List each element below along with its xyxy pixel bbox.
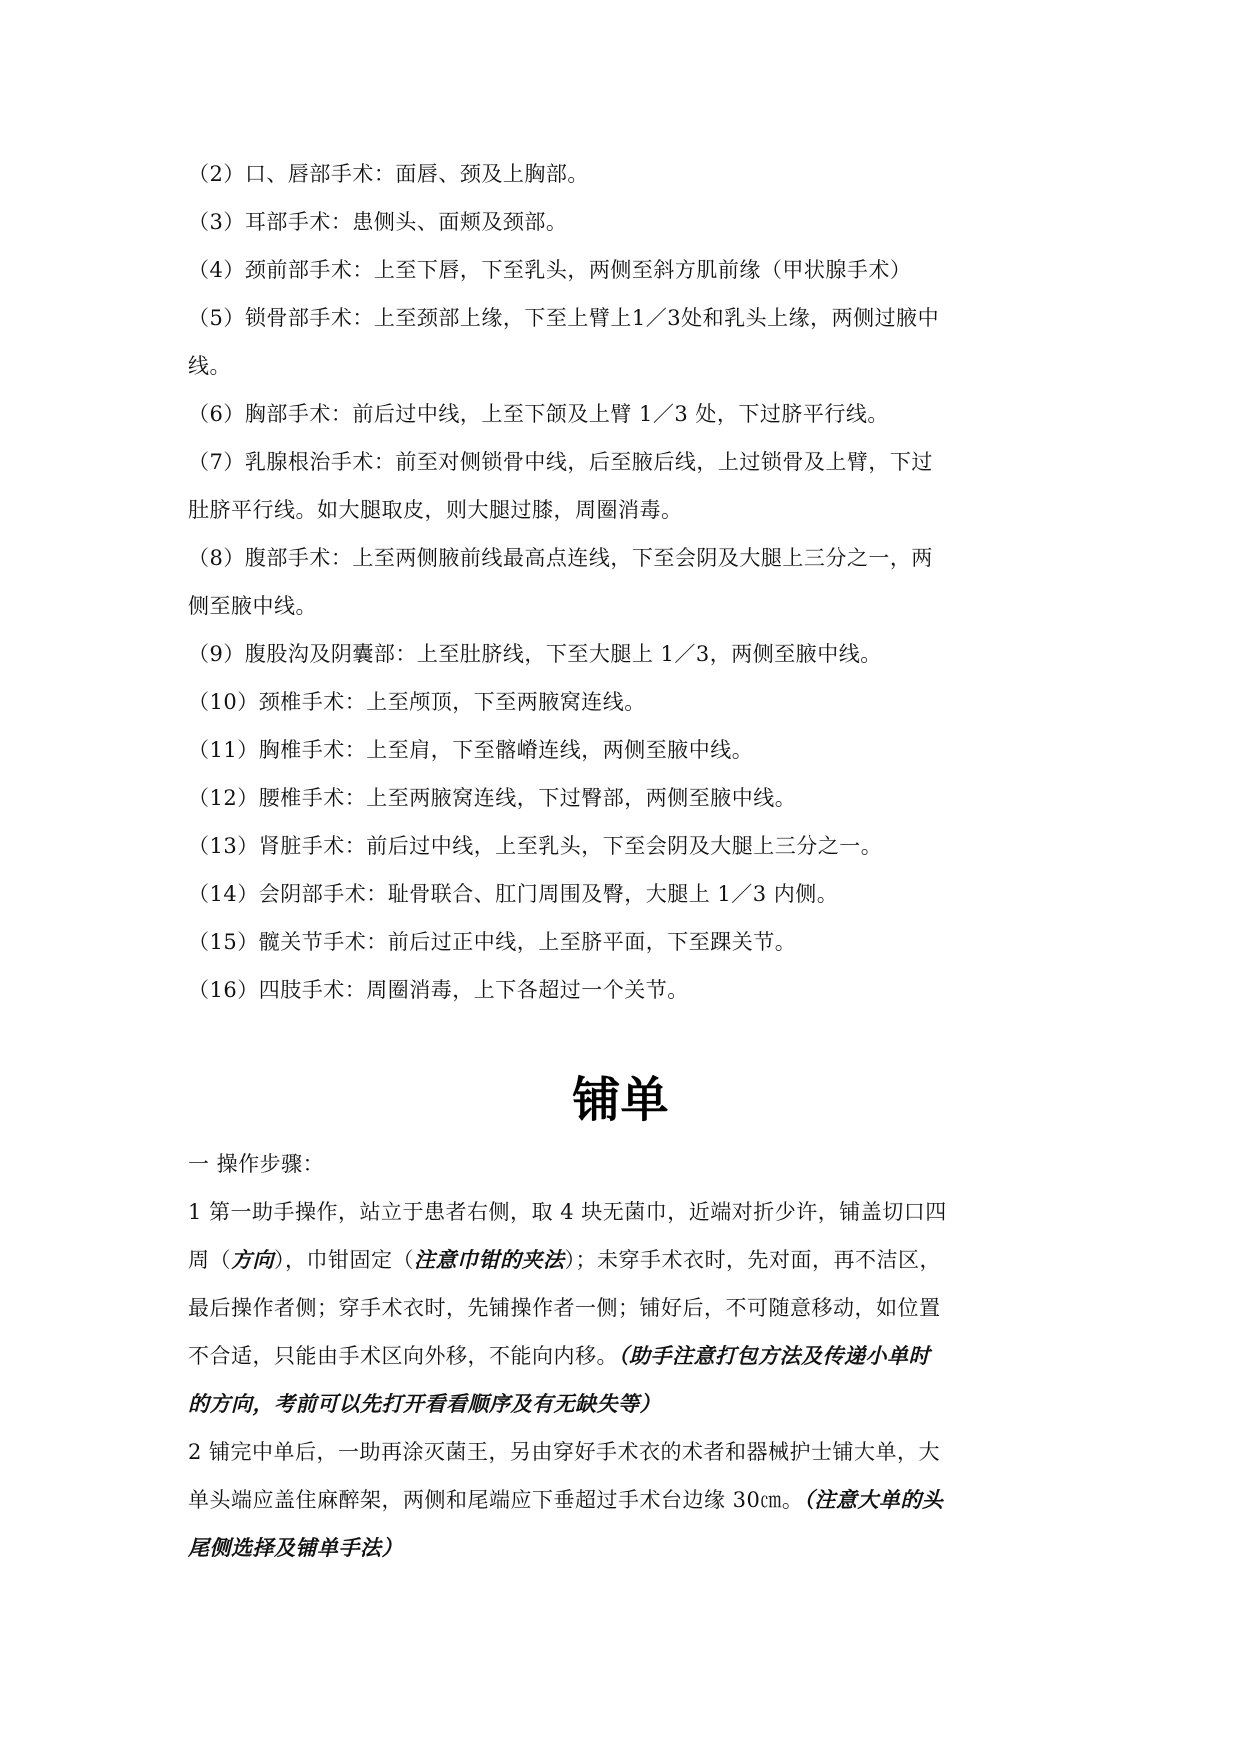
operation-steps (188, 1140, 1068, 1572)
list-item: （6）胸部手术：前后过中线，上至下颌及上臂 1／3 处，下过脐平行线。 (188, 402, 889, 426)
step-1-line-2 (188, 1236, 1068, 1284)
emphasis-text: 方向 (231, 1247, 274, 1272)
text-run: 不合适，只能由手术区向外移，不能向内移。 (188, 1344, 618, 1368)
emphasis-text: 注意巾钳的夹法 (414, 1247, 565, 1272)
list-item: （7）乳腺根治手术：前至对侧锁骨中线，后至腋后线，上过锁骨及上臂，下过 (188, 450, 933, 474)
text-run: ）；未穿手术衣时，先对面，再不洁区， (564, 1248, 941, 1272)
step-1-line-5: 的方向，考前可以先打开看看顺序及有无缺失等） (188, 1391, 661, 1416)
section-title: 铺单 (572, 1072, 669, 1128)
emphasis-text: （注意大单的头 (803, 1487, 944, 1512)
list-item: 肚脐平行线。如大腿取皮，则大腿过膝，周圈消毒。 (188, 498, 683, 522)
text-run: 周（ (188, 1248, 231, 1272)
list-item: 线。 (188, 354, 231, 378)
list-item: （5）锁骨部手术：上至颈部上缘，下至上臂上1／3处和乳头上缘，两侧过腋中 (188, 306, 940, 330)
list-item: （15）髋关节手术：前后过正中线，上至脐平面，下至踝关节。 (188, 930, 797, 954)
list-item: （16）四肢手术：周圈消毒，上下各超过一个关节。 (188, 978, 689, 1002)
list-item: （3）耳部手术：患侧头、面颊及颈部。 (188, 210, 568, 234)
list-item: （8）腹部手术：上至两侧腋前线最高点连线，下至会阴及大腿上三分之一，两 (188, 546, 933, 570)
list-item: （4）颈前部手术：上至下唇，下至乳头，两侧至斜方肌前缘（甲状腺手术） (188, 258, 912, 282)
list-item: （9）腹股沟及阴囊部：上至肚脐线，下至大腿上 1／3，两侧至腋中线。 (188, 642, 882, 666)
disinfection-region-list (188, 150, 1068, 1014)
list-item: （11）胸椎手术：上至肩，下至髂嵴连线，两侧至腋中线。 (188, 738, 754, 762)
step-1-line-4 (188, 1332, 1068, 1380)
text-run: ），巾钳固定（ (274, 1248, 414, 1272)
emphasis-text: （助手注意打包方法及传递小单时 (618, 1343, 930, 1368)
step-2-line-2 (188, 1476, 1068, 1524)
list-item: （13）肾脏手术：前后过中线，上至乳头，下至会阴及大腿上三分之一。 (188, 834, 883, 858)
steps-heading: 一 操作步骤： (188, 1152, 325, 1176)
step-2-line-1: 2 铺完中单后，一助再涂灭菌王，另由穿好手术衣的术者和器械护士铺大单，大 (188, 1440, 941, 1464)
list-item: （2）口、唇部手术：面唇、颈及上胸部。 (188, 162, 589, 186)
list-item: （12）腰椎手术：上至两腋窝连线，下过臀部，两侧至腋中线。 (188, 786, 797, 810)
step-2-line-3: 尾侧选择及铺单手法） (188, 1535, 403, 1560)
text-run: 单头端应盖住麻醉架，两侧和尾端应下垂超过手术台边缘 30㎝。 (188, 1488, 804, 1512)
step-1-line-1: 1 第一助手操作，站立于患者右侧，取 4 块无菌巾，近端对折少许，铺盖切口四 (188, 1200, 947, 1224)
list-item: （14）会阴部手术：耻骨联合、肛门周围及臀，大腿上 1／3 内侧。 (188, 882, 839, 906)
list-item: 侧至腋中线。 (188, 594, 317, 618)
list-item: （10）颈椎手术：上至颅顶，下至两腋窝连线。 (188, 690, 646, 714)
step-1-line-3: 最后操作者侧；穿手术衣时，先铺操作者一侧；铺好后，不可随意移动，如位置 (188, 1296, 941, 1320)
